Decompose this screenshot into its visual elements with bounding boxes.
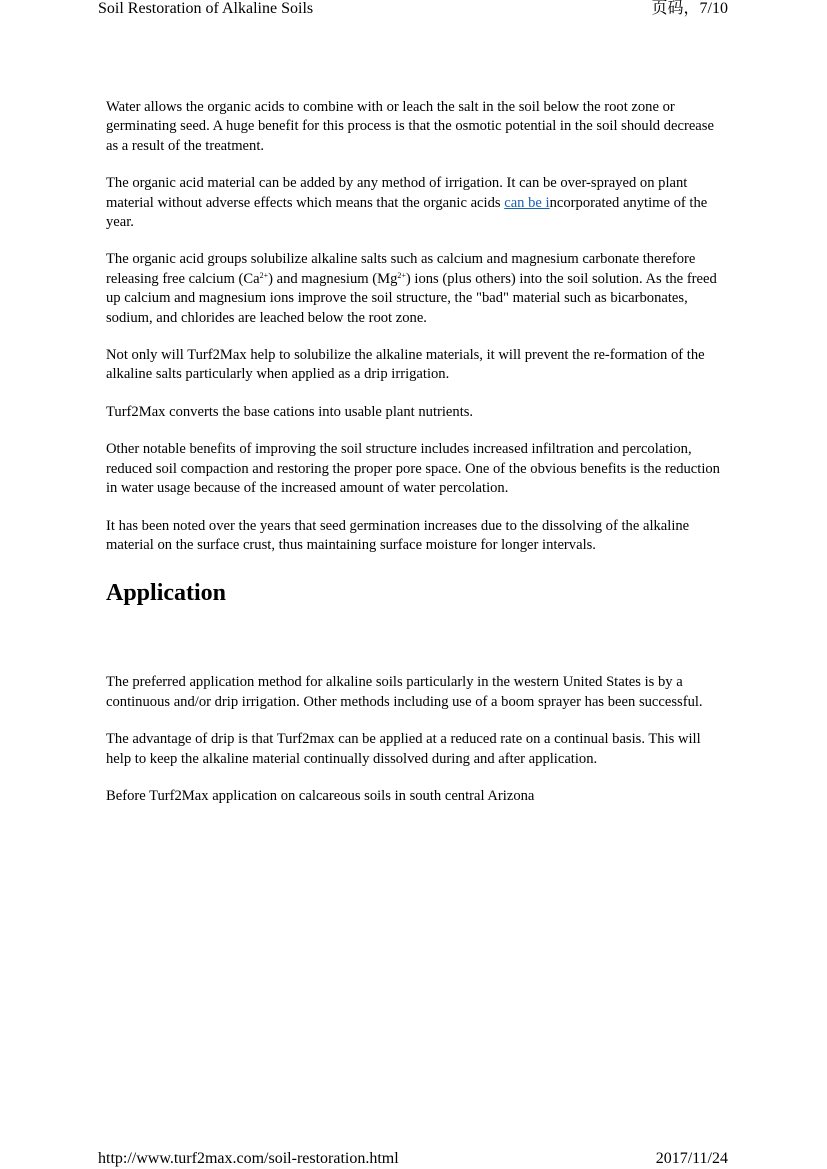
footer-url: http://www.turf2max.com/soil-restoration.html bbox=[98, 1150, 399, 1167]
paragraph-text-part-a: The organic acid groups solubilize alkaline salts such as calcium and magnesium carbonate therefore releasing free calcium (Ca bbox=[106, 251, 696, 287]
section-heading-application: Application bbox=[106, 580, 227, 607]
paragraph-text-start: The organic acid material can be added by any method of irrigation. It can be over-sprayed on plant material without adverse effects which means that the organic acids bbox=[106, 175, 688, 211]
footer-date: 2017/11/24 bbox=[655, 1150, 728, 1167]
paragraph-text-part-b: ) and magnesium (Mg bbox=[268, 270, 398, 287]
header-title: Soil Restoration of Alkaline Soils bbox=[98, 0, 314, 17]
paragraph-prevent-reformation: Not only will Turf2Max help to solubilize the alkaline materials, it will prevent the re-formation of the alkaline salts particularly when applied as a drip irrigation. bbox=[106, 347, 705, 383]
paragraph-preferred-method: The preferred application method for alkaline soils particularly in the western United States is by a continuous and/or drip irrigation. Other methods including use of a boom sprayer has been successful. bbox=[106, 674, 703, 710]
paragraph-water-leach: Water allows the organic acids to combine with or leach the salt in the soil below the root zone or germinating seed. A huge benefit for this process is that the osmotic potential in the soil should decrease as a result of the treatment. bbox=[106, 99, 714, 154]
calcium-charge-superscript: 2+ bbox=[259, 270, 269, 280]
incorporated-link[interactable]: can be i bbox=[504, 194, 550, 211]
magnesium-charge-superscript: 2+ bbox=[397, 270, 406, 280]
paragraph-base-cations: Turf2Max converts the base cations into usable plant nutrients. bbox=[106, 403, 474, 420]
paragraph-before-application: Before Turf2Max application on calcareous soils in south central Arizona bbox=[106, 787, 535, 804]
paragraph-seed-germination: It has been noted over the years that seed germination increases due to the dissolving of the alkaline material on the surface crust, thus maintaining surface moisture for longer intervals. bbox=[106, 517, 690, 553]
page-indicator: 页码，7/10 bbox=[651, 0, 728, 17]
paragraph-irrigation-method bbox=[106, 174, 721, 232]
paragraph-drip-advantage: The advantage of drip is that Turf2max can be applied at a reduced rate on a continual basis. This will help to keep the alkaline material continually dissolved during and after application. bbox=[106, 731, 701, 767]
paragraph-other-benefits: Other notable benefits of improving the soil structure includes increased infiltration and percolation, reduced soil compaction and restoring the proper pore space. One of the obvious benefits is the reduction in water usage because of the increased amount of water percolation. bbox=[106, 441, 720, 497]
paragraph-text-part-c: ) ions (plus others) into the soil solution. As the freed up calcium and magnesium ions improve the soil structure, the "bad" material such as bicarbonates, sodium, and chlorides are leached below the root zone. bbox=[106, 270, 717, 326]
paragraph-organic-acid-groups bbox=[106, 250, 721, 328]
paragraph-text-end: ncorporated anytime of the year. bbox=[106, 194, 708, 231]
article-body bbox=[106, 98, 721, 824]
